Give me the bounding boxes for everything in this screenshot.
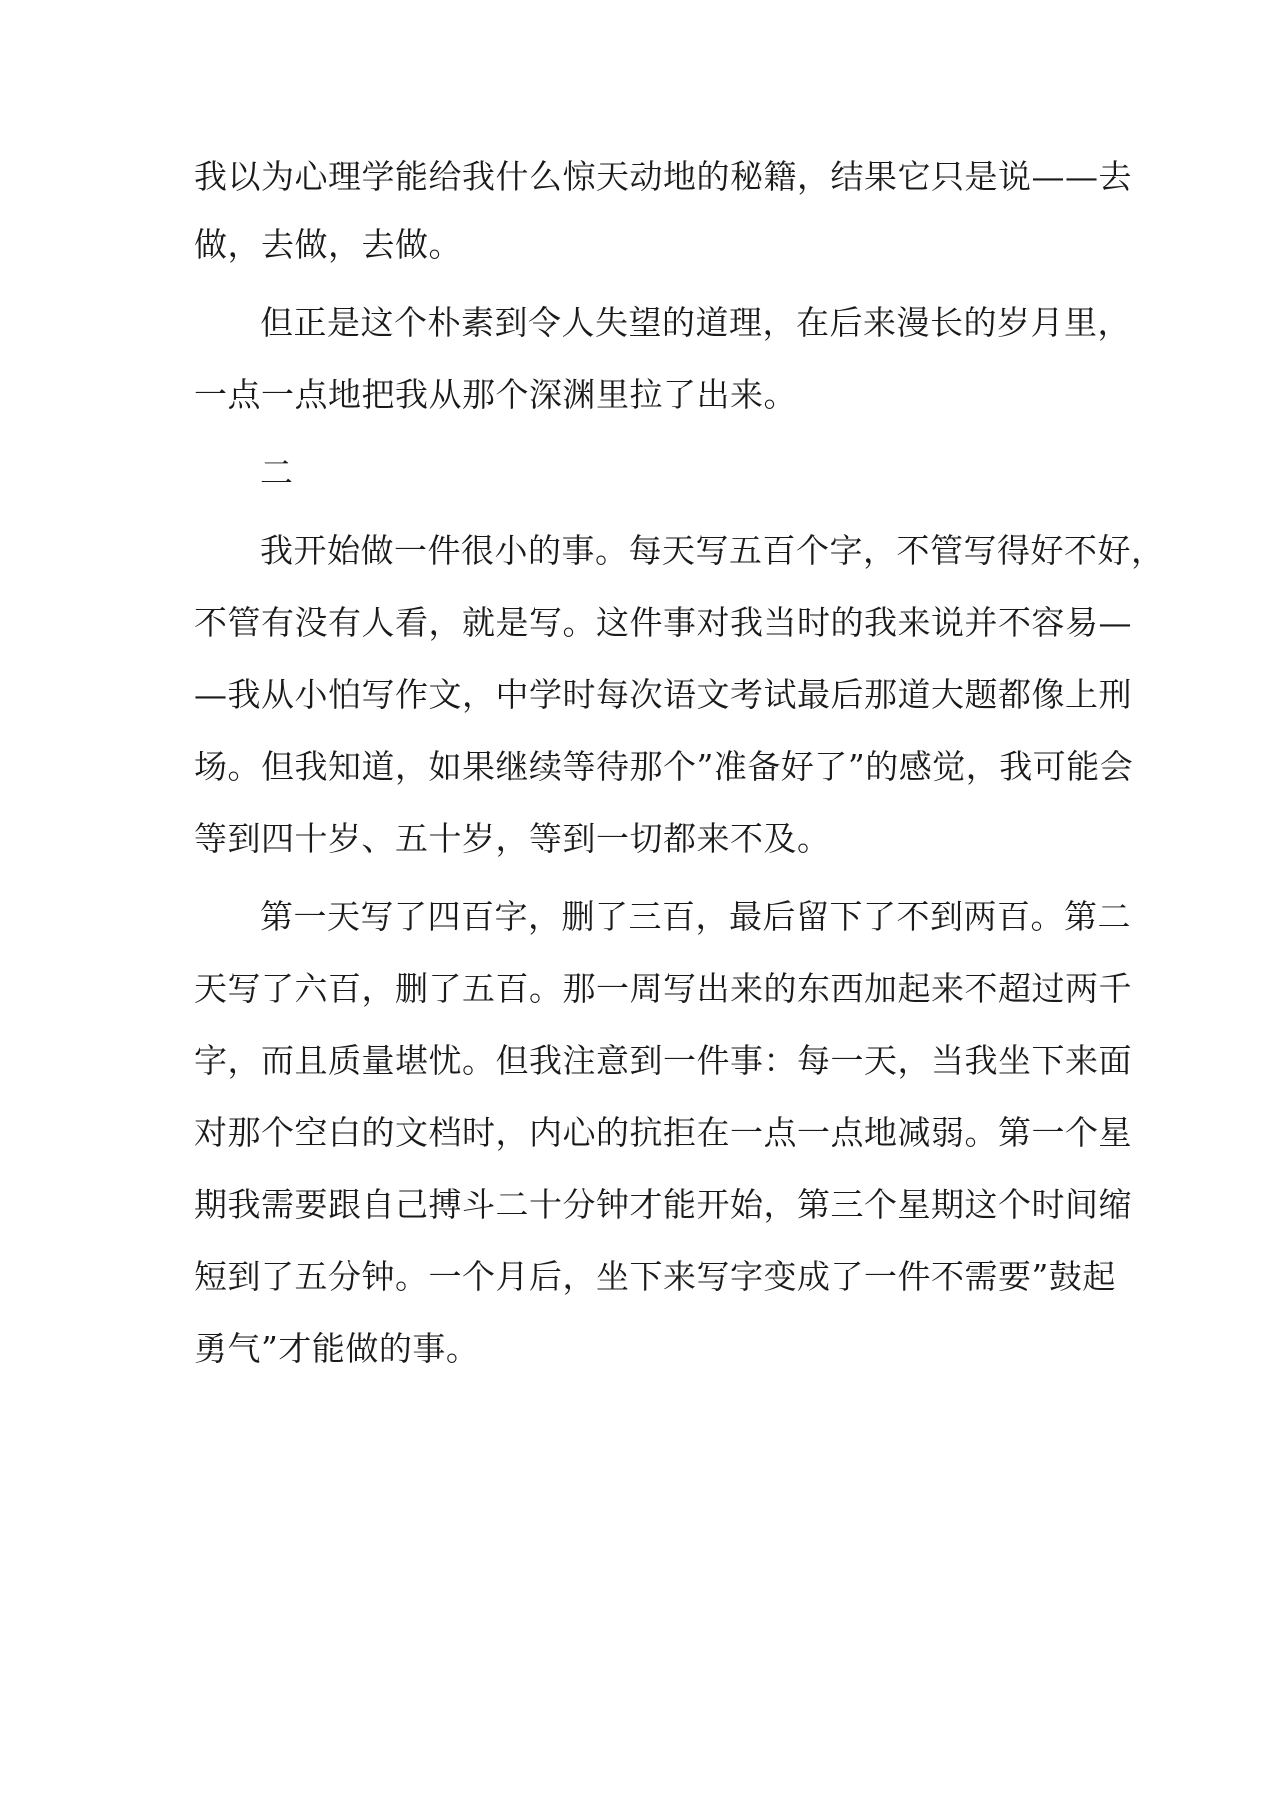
paragraph-2-line-2: 一点一点地把我从那个深渊里拉了出来。 <box>194 375 797 414</box>
paragraph-3-line-5: 等到四十岁、五十岁，等到一切都来不及。 <box>194 819 831 858</box>
paragraph-2-line-1: 但正是这个朴素到令人失望的道理，在后来漫长的岁月里， <box>260 303 1131 342</box>
paragraph-4-line-7: 勇气”才能做的事。 <box>194 1329 480 1368</box>
paragraph-1-line-1: 我以为心理学能给我什么惊天动地的秘籍，结果它只是说——去 <box>194 157 1132 196</box>
paragraph-4-line-6: 短到了五分钟。一个月后，坐下来写字变成了一件不需要”鼓起 <box>194 1257 1116 1296</box>
paragraph-3-line-1: 我开始做一件很小的事。每天写五百个字，不管写得好不好， <box>260 531 1165 570</box>
paragraph-4-line-3: 字，而且质量堪忧。但我注意到一件事：每一天，当我坐下来面 <box>194 1041 1132 1080</box>
paragraph-4-line-5: 期我需要跟自己搏斗二十分钟才能开始，第三个星期这个时间缩 <box>194 1185 1132 1224</box>
paragraph-4-line-1: 第一天写了四百字，删了三百，最后留下了不到两百。第二 <box>260 897 1131 936</box>
paragraph-4-line-4: 对那个空白的文档时，内心的抗拒在一点一点地减弱。第一个星 <box>194 1113 1132 1152</box>
paragraph-3-line-4: 场。但我知道，如果继续等待那个”准备好了”的感觉，我可能会 <box>194 747 1134 786</box>
paragraph-3-line-3: —我从小怕写作文，中学时每次语文考试最后那道大题都像上刑 <box>194 675 1132 714</box>
section-heading: 二 <box>260 453 294 492</box>
paragraph-3-line-2: 不管有没有人看，就是写。这件事对我当时的我来说并不容易— <box>194 603 1132 642</box>
paragraph-1-line-2: 做，去做，去做。 <box>194 225 462 264</box>
paragraph-4-line-2: 天写了六百，删了五百。那一周写出来的东西加起来不超过两千 <box>194 969 1132 1008</box>
